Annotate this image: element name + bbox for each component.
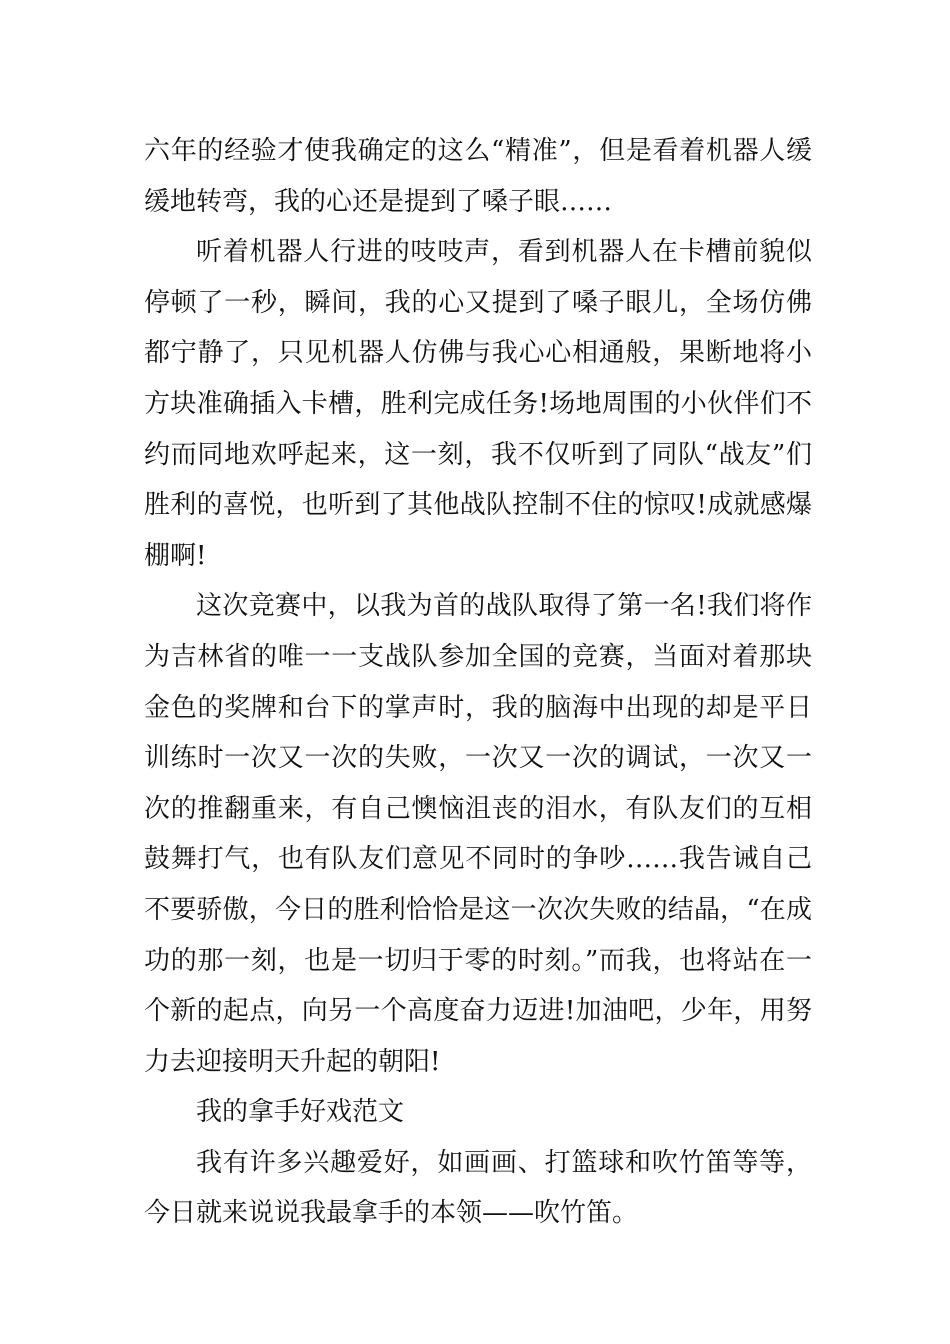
section-heading: 我的拿手好戏范文: [196, 1097, 405, 1128]
document-body: [144, 126, 812, 1239]
paragraph-continuation: 六年的经验才使我确定的这么“精准”，但是看着机器人缓缓地转弯，我的心还是提到了嗓子眼……: [144, 136, 812, 217]
paragraph-hobbies: 我有许多兴趣爱好，如画画、打篮球和吹竹笛等等，今日就来说说我最拿手的本领——吹竹笛。: [144, 1147, 812, 1229]
paragraph-robot-moment: 听着机器人行进的吱吱声，看到机器人在卡槽前貌似停顿了一秒，瞬间，我的心又提到了嗓子眼儿，全场仿佛都宁静了，只见机器人仿佛与我心心相通般，果断地将小方块准确插入卡槽，胜利完成任务!场地周围的小伙伴们不约而同地欢呼起来，这一刻，我不仅听到了同队“战友”们胜利的喜悦，也听到了其他战队控制不住的惊叹!成就感爆棚啊!: [144, 237, 812, 571]
paragraph-competition-result: 这次竞赛中，以我为首的战队取得了第一名!我们将作为吉林省的唯一一支战队参加全国的竞赛，当面对着那块金色的奖牌和台下的掌声时，我的脑海中出现的却是平日训练时一次又一次的失败，一次又一次的调试，一次又一次的推翻重来，有自己懊恼沮丧的泪水，有队友们的互相鼓舞打气，也有队友们意见不同时的争吵……我告诫自己不要骄傲，今日的胜利恰恰是这一次次失败的结晶，“在成功的那一刻，也是一切归于零的时刻。”而我，也将站在一个新的起点，向另一个高度奋力迈进!加油吧，少年，用努力去迎接明天升起的朝阳!: [144, 591, 812, 1077]
